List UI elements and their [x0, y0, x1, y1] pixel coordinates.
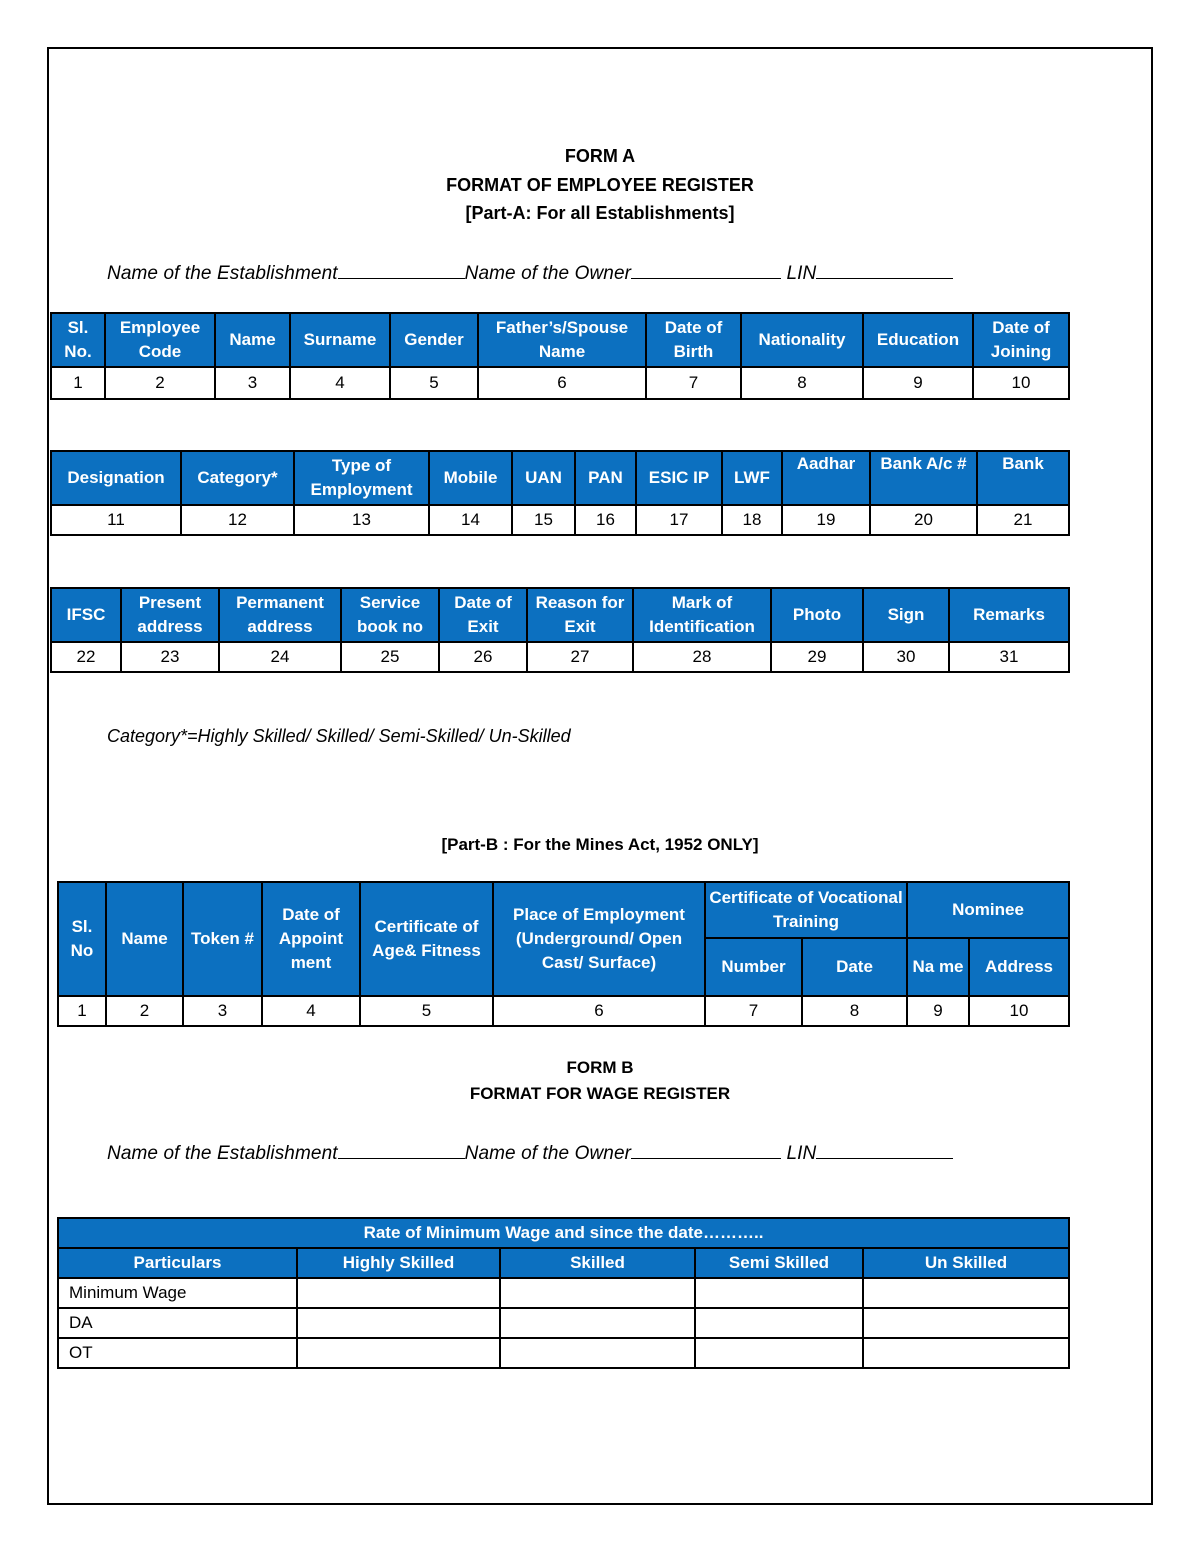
- header-cell: Bank: [977, 451, 1069, 505]
- header-cell: LWF: [722, 451, 782, 505]
- number-cell: 6: [478, 367, 646, 399]
- wage-cell[interactable]: [863, 1278, 1069, 1308]
- number-cell: 3: [183, 996, 262, 1026]
- header-cell: Designation: [51, 451, 181, 505]
- header-cell: Na me: [907, 938, 969, 996]
- employee-register-table-1: [50, 312, 1070, 400]
- form-b-name-line: [107, 1138, 953, 1165]
- owner-label: Name of the Owner: [464, 263, 632, 284]
- wage-cell[interactable]: [500, 1338, 695, 1368]
- header-cell: Token #: [183, 882, 262, 996]
- number-cell: 6: [493, 996, 705, 1026]
- number-cell: 23: [121, 642, 219, 672]
- header-cell: Reason for Exit: [527, 588, 633, 642]
- header-cell: Date of Birth: [646, 313, 741, 367]
- wage-cell[interactable]: [863, 1308, 1069, 1338]
- number-cell: 4: [262, 996, 360, 1026]
- wage-cell[interactable]: [695, 1308, 863, 1338]
- header-cell: Certificate of Age& Fitness: [360, 882, 493, 996]
- form-a-title: FORM A: [564, 146, 636, 166]
- number-cell: 9: [907, 996, 969, 1026]
- number-cell: 21: [977, 505, 1069, 535]
- number-cell: 2: [106, 996, 183, 1026]
- form-a-part: [Part-A: For all Establishments]: [465, 203, 735, 223]
- wage-cell[interactable]: [500, 1278, 695, 1308]
- form-b-title: FORM B: [566, 1058, 634, 1077]
- header-cell: Name: [215, 313, 290, 367]
- number-cell: 14: [429, 505, 512, 535]
- wage-table-caption: Rate of Minimum Wage and since the date………..: [58, 1218, 1069, 1248]
- number-cell: 5: [360, 996, 493, 1026]
- employee-register-table-2: [50, 450, 1070, 536]
- header-cell: Nationality: [741, 313, 863, 367]
- number-cell: 10: [969, 996, 1069, 1026]
- number-cell: 16: [575, 505, 636, 535]
- form-b-subtitle: FORMAT FOR WAGE REGISTER: [469, 1084, 731, 1103]
- wage-cell[interactable]: [695, 1278, 863, 1308]
- header-cell: Certificate of Vocational Training: [705, 882, 907, 938]
- form-a-subtitle: FORMAT OF EMPLOYEE REGISTER: [446, 175, 754, 195]
- establishment-blank[interactable]: [338, 258, 465, 279]
- wage-row-label: OT: [58, 1338, 297, 1368]
- header-cell: Place of Employment (Underground/ Open Cast/ Surface): [493, 882, 705, 996]
- part-b-title: [Part-B : For the Mines Act, 1952 ONLY]: [441, 835, 759, 854]
- number-cell: 24: [219, 642, 341, 672]
- header-cell: Sign: [863, 588, 949, 642]
- wage-cell[interactable]: [695, 1338, 863, 1368]
- header-cell: Date of Appoint ment: [262, 882, 360, 996]
- mines-act-table: [57, 881, 1070, 1027]
- owner-blank[interactable]: [631, 258, 781, 279]
- header-cell: Employee Code: [105, 313, 215, 367]
- form-a-name-line: [107, 258, 953, 285]
- number-cell: 18: [722, 505, 782, 535]
- header-cell: Permanent address: [219, 588, 341, 642]
- header-cell: Name: [106, 882, 183, 996]
- header-cell: Father’s/Spouse Name: [478, 313, 646, 367]
- header-cell: Particulars: [58, 1248, 297, 1278]
- lin-label: LIN: [786, 263, 817, 284]
- number-cell: 8: [741, 367, 863, 399]
- number-cell: 7: [646, 367, 741, 399]
- wage-row-label: Minimum Wage: [58, 1278, 297, 1308]
- number-cell: 19: [782, 505, 870, 535]
- establishment-label: Name of the Establishment: [107, 263, 338, 284]
- number-cell: 25: [341, 642, 439, 672]
- wage-register-table: [57, 1217, 1070, 1369]
- number-cell: 31: [949, 642, 1069, 672]
- wage-cell[interactable]: [297, 1308, 500, 1338]
- number-cell: 15: [512, 505, 575, 535]
- header-cell: Mark of Identification: [633, 588, 771, 642]
- header-cell: Surname: [290, 313, 390, 367]
- number-cell: 1: [58, 996, 106, 1026]
- number-cell: 30: [863, 642, 949, 672]
- wage-cell[interactable]: [297, 1338, 500, 1368]
- number-cell: 7: [705, 996, 802, 1026]
- number-cell: 28: [633, 642, 771, 672]
- number-cell: 8: [802, 996, 907, 1026]
- header-cell: Remarks: [949, 588, 1069, 642]
- header-cell: Skilled: [500, 1248, 695, 1278]
- number-cell: 13: [294, 505, 429, 535]
- number-cell: 2: [105, 367, 215, 399]
- number-cell: 27: [527, 642, 633, 672]
- header-cell: Sl. No: [58, 882, 106, 996]
- header-cell: Type of Employment: [294, 451, 429, 505]
- employee-register-table-3: [50, 587, 1070, 673]
- number-cell: 12: [181, 505, 294, 535]
- owner-label: Name of the Owner: [464, 1143, 632, 1164]
- header-cell: Date of Joining: [973, 313, 1069, 367]
- number-cell: 10: [973, 367, 1069, 399]
- header-cell: UAN: [512, 451, 575, 505]
- number-cell: 22: [51, 642, 121, 672]
- header-cell: Date: [802, 938, 907, 996]
- lin-label: LIN: [786, 1143, 817, 1164]
- header-cell: Present address: [121, 588, 219, 642]
- header-cell: Semi Skilled: [695, 1248, 863, 1278]
- header-cell: Service book no: [341, 588, 439, 642]
- number-cell: 26: [439, 642, 527, 672]
- header-cell: Gender: [390, 313, 478, 367]
- header-cell: Number: [705, 938, 802, 996]
- number-cell: 17: [636, 505, 722, 535]
- owner-blank[interactable]: [631, 1138, 781, 1159]
- number-cell: 3: [215, 367, 290, 399]
- header-cell: Sl. No.: [51, 313, 105, 367]
- lin-blank[interactable]: [816, 1138, 953, 1159]
- lin-blank[interactable]: [816, 258, 953, 279]
- header-cell: Date of Exit: [439, 588, 527, 642]
- header-cell: Highly Skilled: [297, 1248, 500, 1278]
- header-cell: Bank A/c #: [870, 451, 977, 505]
- header-cell: Nominee: [907, 882, 1069, 938]
- establishment-label: Name of the Establishment: [107, 1143, 338, 1164]
- header-cell: Education: [863, 313, 973, 367]
- number-cell: 1: [51, 367, 105, 399]
- number-cell: 29: [771, 642, 863, 672]
- header-cell: Category*: [181, 451, 294, 505]
- wage-cell[interactable]: [500, 1308, 695, 1338]
- number-cell: 9: [863, 367, 973, 399]
- header-cell: PAN: [575, 451, 636, 505]
- header-cell: Mobile: [429, 451, 512, 505]
- header-cell: Photo: [771, 588, 863, 642]
- number-cell: 11: [51, 505, 181, 535]
- wage-cell[interactable]: [863, 1338, 1069, 1368]
- number-cell: 20: [870, 505, 977, 535]
- wage-row-label: DA: [58, 1308, 297, 1338]
- number-cell: 5: [390, 367, 478, 399]
- header-cell: IFSC: [51, 588, 121, 642]
- header-cell: Aadhar: [782, 451, 870, 505]
- number-cell: 4: [290, 367, 390, 399]
- header-cell: ESIC IP: [636, 451, 722, 505]
- category-note: Category*=Highly Skilled/ Skilled/ Semi-Skilled/ Un-Skilled: [107, 726, 571, 746]
- header-cell: Address: [969, 938, 1069, 996]
- establishment-blank[interactable]: [338, 1138, 465, 1159]
- wage-cell[interactable]: [297, 1278, 500, 1308]
- header-cell: Un Skilled: [863, 1248, 1069, 1278]
